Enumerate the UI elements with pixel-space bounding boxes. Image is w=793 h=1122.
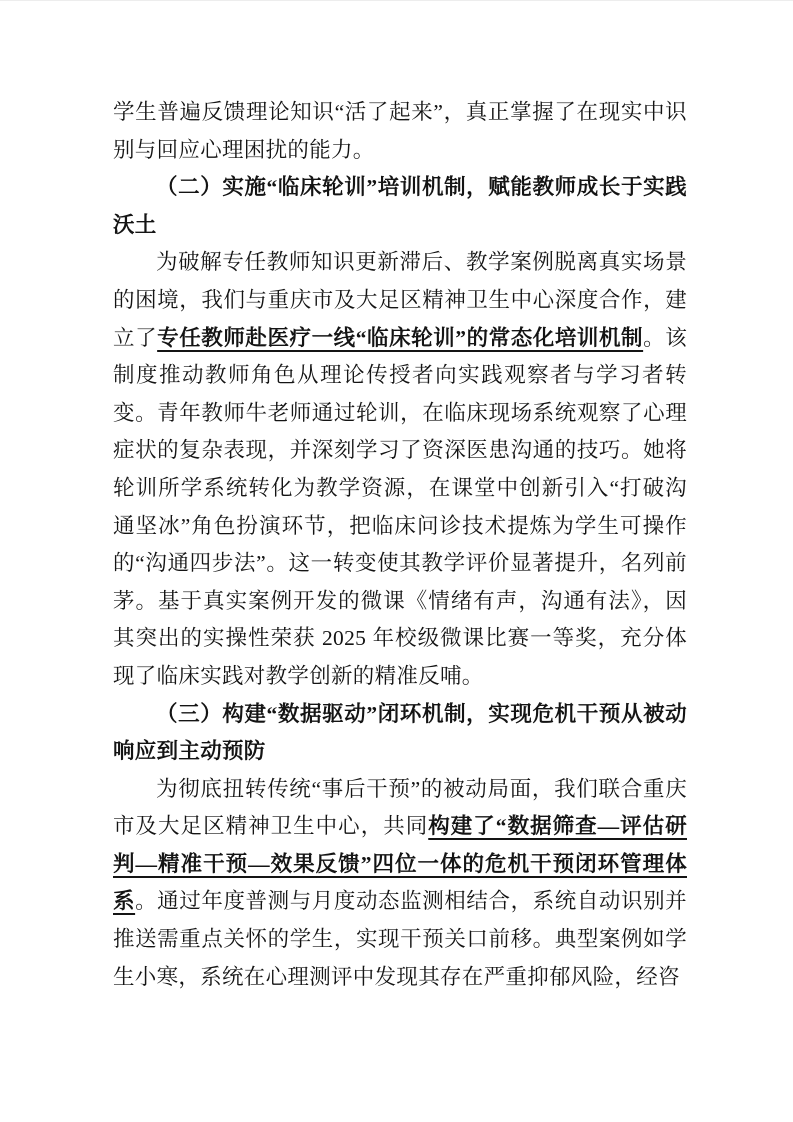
heading-section-2: [113, 169, 687, 244]
text-run-normal: 学生普遍反馈理论知识“活了起来”，真正掌握了在现实中识别与回应心理困扰的能力。: [113, 100, 687, 162]
text-run-normal: 为破解专任教师知识更新滞后、教学案例脱离真实场景的困境，我们与重庆市及大足区精神卫生中心深度合作，建立了: [113, 250, 687, 350]
text-run-normal: 。该制度推动教师角色从理论传授者向实践观察者与学习者转变。青年教师牛老师通过轮训，在临床现场系统观察了心理症状的复杂表现，并深刻学习了资深医患沟通的技巧。她将轮训所学系统转化为教学资源，在课堂中创新引入“打破沟通坚冰”角色扮演环节，把临床问诊技术提炼为学生可操作的“沟通四步法”。这一转变使其教学评价显著提升，名列前茅。基于真实案例开发的微课《情绪有声，沟通有法》，因其突出的实操性荣获 2025 年校级微课比赛一等奖，充分体现了临床实践对教学创新的精准反哺。: [113, 325, 687, 688]
text-run-bold-underline: 专任教师赴医疗一线“临床轮训”的常态化培训机制: [157, 325, 644, 350]
text-run-normal: 为彻底扭转传统“事后干预”的被动局面，我们联合重庆市及大足区精神卫生中心，共同: [113, 776, 687, 839]
para-continuation-top: [113, 94, 687, 169]
text-run-bold-underline: 构建了“数据筛查—评估研判—精准干预—效果反馈”四位一体的危机干预闭环管理体系: [113, 814, 687, 914]
document-body: [113, 94, 687, 996]
heading-section-3: [113, 696, 687, 771]
text-run-bold: （二）实施“临床轮训”培训机制，赋能教师成长于实践沃土: [113, 175, 687, 237]
para-data-driven: [113, 771, 687, 997]
para-clinical-rotation: [113, 244, 687, 695]
text-run-normal: 。通过年度普测与月度动态监测相结合，系统自动识别并推送需重点关怀的学生，实现干预关口前移。典型案例如学生小寒，系统在心理测评中发现其存在严重抑郁风险，经咨: [113, 889, 687, 989]
text-run-bold: （三）构建“数据驱动”闭环机制，实现危机干预从被动响应到主动预防: [113, 701, 687, 764]
